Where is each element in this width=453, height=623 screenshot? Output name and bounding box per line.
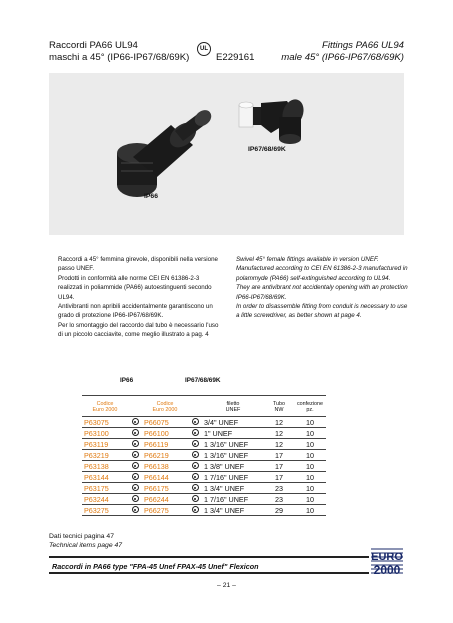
code-ip67: P66119 bbox=[142, 439, 188, 450]
fitting-symbol-icon bbox=[192, 462, 199, 469]
table-row bbox=[82, 494, 326, 505]
fitting-symbol-icon bbox=[192, 451, 199, 458]
code-ip66: P63100 bbox=[82, 428, 128, 439]
desc-it-para-3: Antivibranti non apribili accidentalmente garantiscono un grado di protezione IP66-IP67/68/69K. bbox=[58, 303, 213, 320]
fitting-symbol-icon bbox=[132, 473, 139, 480]
code-ip66: P63075 bbox=[82, 417, 128, 428]
tube-size: 23 bbox=[264, 494, 294, 505]
code-ip67: P66275 bbox=[142, 505, 188, 516]
desc-it-para-1: Raccordi a 45° femmina girevole, disponibili nella versione passo UNEF. bbox=[58, 256, 218, 273]
col-pack: confezione pz. bbox=[294, 396, 326, 417]
table-row bbox=[82, 472, 326, 483]
note-english: Technical items page 47 bbox=[49, 541, 123, 549]
note-italian: Dati tecnici pagina 47 bbox=[49, 533, 114, 540]
thread-size: 1 3/8" UNEF bbox=[202, 461, 264, 472]
col-code-ip67: Codice Euro 2000 bbox=[142, 396, 188, 417]
euro2000-logo-icon bbox=[369, 544, 405, 580]
thread-size: 1 3/16" UNEF bbox=[202, 450, 264, 461]
description-italian bbox=[58, 255, 222, 340]
code-ip67: P66100 bbox=[142, 428, 188, 439]
title-it-line2: maschi a 45° (IP66-IP67/68/69K) bbox=[49, 51, 190, 63]
thread-size: 1 3/4" UNEF bbox=[202, 505, 264, 516]
ul-file-number: E229161 bbox=[216, 52, 255, 63]
technical-data-note bbox=[49, 533, 122, 550]
tube-size: 17 bbox=[264, 472, 294, 483]
ul-logo-icon: UL bbox=[197, 42, 211, 56]
col-icon-ip66 bbox=[128, 396, 142, 417]
code-ip67: P66175 bbox=[142, 483, 188, 494]
table-row bbox=[82, 439, 326, 450]
fitting-symbol-icon bbox=[192, 440, 199, 447]
table-row bbox=[82, 505, 326, 516]
code-ip66: P63219 bbox=[82, 450, 128, 461]
fitting-symbol-icon bbox=[192, 473, 199, 480]
fitting-symbol-icon bbox=[132, 418, 139, 425]
ip66-fitting-image bbox=[117, 107, 214, 197]
group-header-ip66: IP66 bbox=[120, 377, 134, 384]
pack-qty: 10 bbox=[294, 461, 326, 472]
fitting-symbol-icon bbox=[192, 495, 199, 502]
table-header-row bbox=[82, 396, 326, 417]
thread-size: 1" UNEF bbox=[202, 428, 264, 439]
fitting-symbol-icon bbox=[132, 429, 139, 436]
thread-size: 1 7/16" UNEF bbox=[202, 494, 264, 505]
code-ip66: P63138 bbox=[82, 461, 128, 472]
product-line-bar bbox=[49, 556, 399, 574]
pack-qty: 10 bbox=[294, 428, 326, 439]
product-line-text: Raccordi in PA66 type "FPA-45 Unef FPAX-45 Unef" Flexicon bbox=[52, 562, 259, 571]
fitting-symbol-icon bbox=[192, 429, 199, 436]
fitting-symbol-icon bbox=[132, 451, 139, 458]
pack-qty: 10 bbox=[294, 483, 326, 494]
fittings-illustration bbox=[49, 73, 404, 235]
fitting-symbol-icon bbox=[192, 418, 199, 425]
tube-size: 29 bbox=[264, 505, 294, 516]
col-icon-ip67 bbox=[188, 396, 202, 417]
ip67-fitting-image bbox=[239, 96, 307, 144]
col-thread: filetto UNEF bbox=[202, 396, 264, 417]
title-en-line1: Fittings PA66 UL94 bbox=[322, 40, 404, 51]
code-ip67: P66219 bbox=[142, 450, 188, 461]
product-photo bbox=[49, 73, 404, 235]
description-english bbox=[236, 255, 408, 321]
photo-label-ip66: IP66 bbox=[144, 193, 158, 200]
photo-label-ip67: IP67/68/69K bbox=[248, 146, 286, 153]
table-row bbox=[82, 450, 326, 461]
table-row bbox=[82, 483, 326, 494]
code-ip66: P63144 bbox=[82, 472, 128, 483]
logo-line1: EURO bbox=[371, 551, 403, 563]
fitting-symbol-icon bbox=[132, 495, 139, 502]
pack-qty: 10 bbox=[294, 417, 326, 428]
pack-qty: 10 bbox=[294, 494, 326, 505]
tube-size: 12 bbox=[264, 428, 294, 439]
pack-qty: 10 bbox=[294, 505, 326, 516]
table-row bbox=[82, 461, 326, 472]
tube-size: 17 bbox=[264, 461, 294, 472]
desc-en-para-4: In order to disassemble fitting from conduit is necessary to use a little screwdriver, as better shown at page 4. bbox=[236, 303, 408, 320]
fitting-symbol-icon bbox=[192, 506, 199, 513]
table-row bbox=[82, 417, 326, 428]
euro2000-logo bbox=[369, 544, 405, 580]
group-header-ip67: IP67/68/69K bbox=[185, 377, 221, 384]
fitting-symbol-icon bbox=[132, 506, 139, 513]
pack-qty: 10 bbox=[294, 439, 326, 450]
tube-size: 17 bbox=[264, 450, 294, 461]
fitting-symbol-icon bbox=[132, 440, 139, 447]
desc-it-para-4: Per lo smontaggio del raccordo dal tubo è necessario l'uso di un piccolo cacciavite, come meglio illustrato a pag. 4 bbox=[58, 321, 219, 339]
code-ip67: P66144 bbox=[142, 472, 188, 483]
logo-line2: 2000 bbox=[373, 563, 401, 577]
title-en-line2: male 45° (IP66-IP67/68/69K) bbox=[281, 51, 404, 63]
pack-qty: 10 bbox=[294, 472, 326, 483]
fittings-table bbox=[82, 395, 326, 516]
thread-size: 3/4" UNEF bbox=[202, 417, 264, 428]
header-title-italian bbox=[49, 40, 189, 63]
ul-certification bbox=[197, 40, 259, 64]
thread-size: 1 3/16" UNEF bbox=[202, 439, 264, 450]
desc-it-para-2: Prodotti in conformità alle norme CEI EN 61386-2-3 realizzati in poliammide (PA66) autoestinguenti secondo UL94. bbox=[58, 274, 212, 301]
tube-size: 23 bbox=[264, 483, 294, 494]
tube-size: 12 bbox=[264, 439, 294, 450]
desc-en-para-3: They are antivibrant not accidentaly opening with an protection IP66-IP67/68/69K. bbox=[236, 284, 408, 301]
desc-en-para-1: Swivel 45° female fittings available in version UNEF. bbox=[236, 256, 379, 263]
fitting-symbol-icon bbox=[132, 462, 139, 469]
code-ip67: P66244 bbox=[142, 494, 188, 505]
thread-size: 1 7/16" UNEF bbox=[202, 472, 264, 483]
title-it-line1: Raccordi PA66 UL94 bbox=[49, 40, 138, 51]
header-title-english bbox=[281, 40, 404, 63]
table-row bbox=[82, 428, 326, 439]
fitting-symbol-icon bbox=[132, 484, 139, 491]
code-ip66: P63119 bbox=[82, 439, 128, 450]
col-code-ip66: Codice Euro 2000 bbox=[82, 396, 128, 417]
thread-size: 1 3/4" UNEF bbox=[202, 483, 264, 494]
code-ip66: P63275 bbox=[82, 505, 128, 516]
desc-en-para-2: Manufactured according to CEI EN 61386-2-3 manufactured in polammyde (PA66) self-extinguished according to UL94. bbox=[236, 265, 408, 282]
code-ip66: P63244 bbox=[82, 494, 128, 505]
pack-qty: 10 bbox=[294, 450, 326, 461]
code-ip67: P66138 bbox=[142, 461, 188, 472]
tube-size: 12 bbox=[264, 417, 294, 428]
page-number: – 21 – bbox=[217, 582, 236, 589]
code-ip67: P66075 bbox=[142, 417, 188, 428]
col-tube: Tubo NW bbox=[264, 396, 294, 417]
fitting-symbol-icon bbox=[192, 484, 199, 491]
code-ip66: P63175 bbox=[82, 483, 128, 494]
